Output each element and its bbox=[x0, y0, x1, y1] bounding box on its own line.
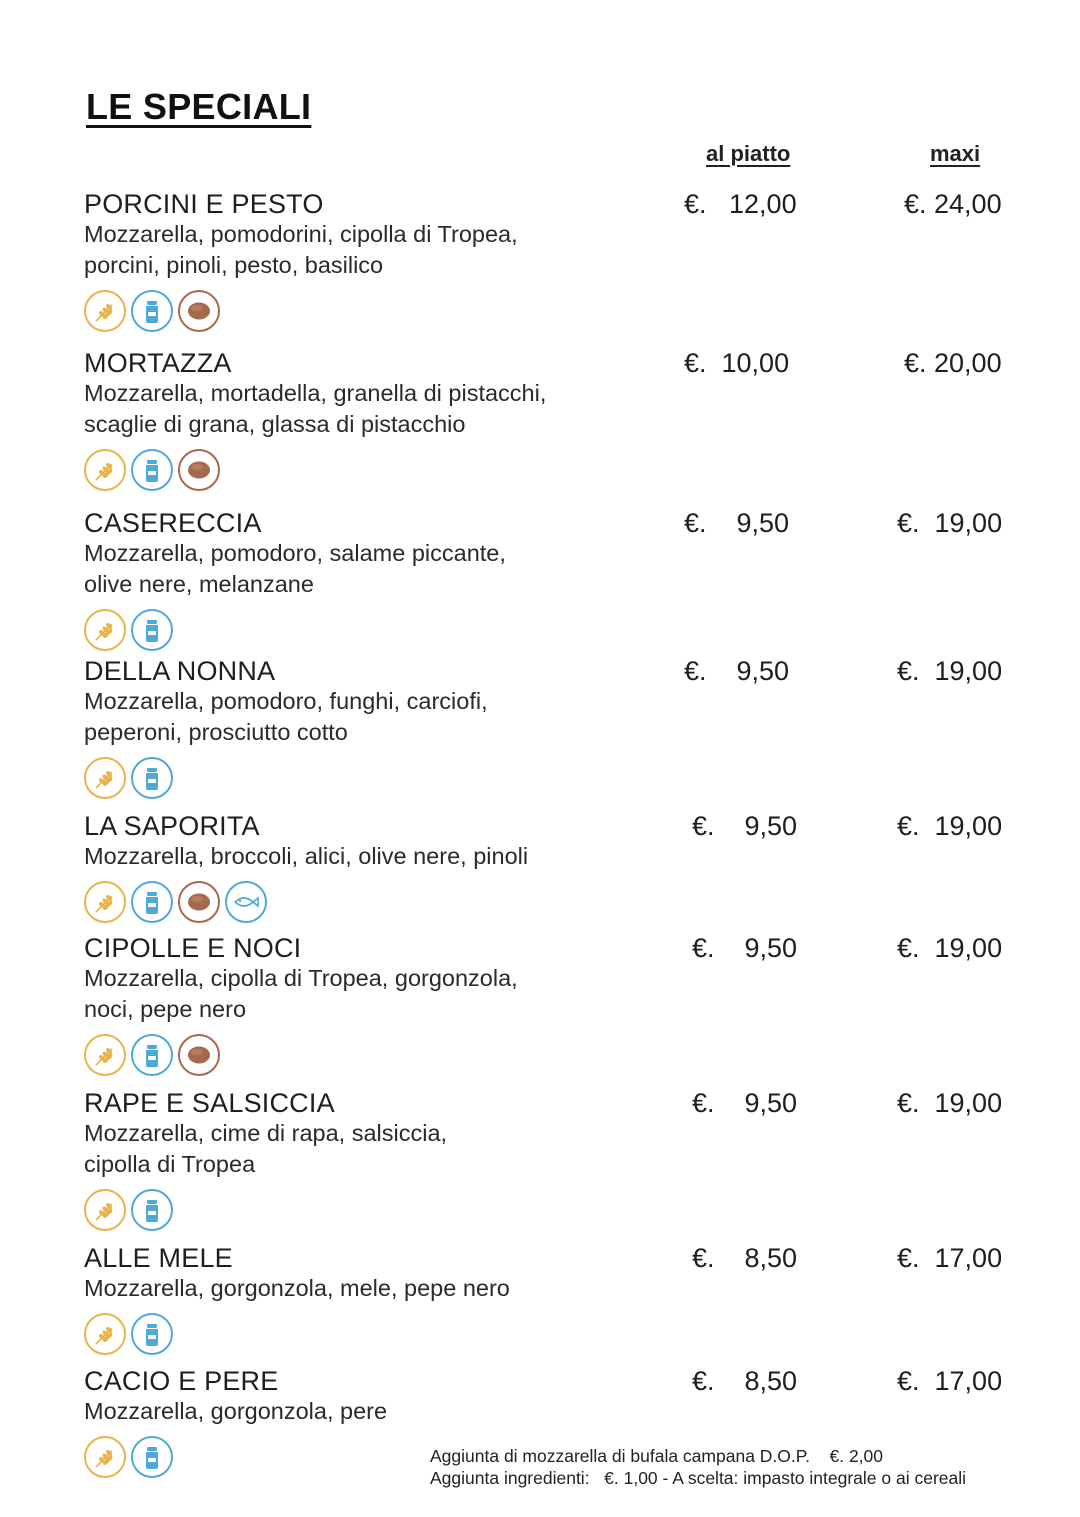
page-title: LE SPECIALI bbox=[86, 86, 312, 127]
item-description bbox=[84, 686, 624, 748]
item-description-line: Mozzarella, mortadella, granella di pistacchi, bbox=[84, 380, 547, 406]
menu-item bbox=[84, 188, 1024, 332]
item-description-line: Mozzarella, pomodorini, cipolla di Tropea, bbox=[84, 221, 518, 247]
allergen-icons bbox=[84, 881, 1024, 923]
fish-icon bbox=[225, 881, 267, 923]
footer-line-ingredienti: Aggiunta ingredienti: €. 1,00 - A scelta: impasto integrale o ai cereali bbox=[430, 1468, 967, 1488]
item-name: PORCINI E PESTO bbox=[84, 189, 324, 219]
footer-notes bbox=[430, 1445, 966, 1489]
price-maxi: €. 19,00 bbox=[897, 508, 1003, 538]
item-name: MORTAZZA bbox=[84, 348, 232, 378]
item-description bbox=[84, 1118, 624, 1180]
milk-icon bbox=[131, 1313, 173, 1355]
price-maxi: €. 24,00 bbox=[904, 189, 1002, 219]
item-description bbox=[84, 1396, 624, 1427]
milk-icon bbox=[131, 1034, 173, 1076]
price-maxi: €. 20,00 bbox=[904, 348, 1002, 378]
price-al-piatto: €. 9,50 bbox=[692, 933, 798, 963]
gluten-icon bbox=[84, 881, 126, 923]
nuts-icon bbox=[178, 449, 220, 491]
gluten-icon bbox=[84, 1034, 126, 1076]
menu-item bbox=[84, 932, 1024, 1076]
item-description bbox=[84, 1273, 624, 1304]
gluten-icon bbox=[84, 609, 126, 651]
milk-icon bbox=[131, 1189, 173, 1231]
item-description-line: noci, pepe nero bbox=[84, 996, 247, 1022]
price-al-piatto: €. 12,00 bbox=[684, 189, 797, 219]
item-description bbox=[84, 378, 624, 440]
nuts-icon bbox=[178, 881, 220, 923]
item-name: RAPE E SALSICCIA bbox=[84, 1088, 335, 1118]
price-maxi: €. 17,00 bbox=[897, 1243, 1003, 1273]
gluten-icon bbox=[84, 1436, 126, 1478]
item-description-line: Mozzarella, cime di rapa, salsiccia, bbox=[84, 1120, 448, 1146]
item-description-line: Mozzarella, pomodoro, funghi, carciofi, bbox=[84, 688, 488, 714]
item-name: CIPOLLE E NOCI bbox=[84, 933, 302, 963]
menu-item bbox=[84, 810, 1024, 923]
price-maxi: €. 19,00 bbox=[897, 1088, 1003, 1118]
item-description-line: scaglie di grana, glassa di pistacchio bbox=[84, 411, 466, 437]
price-maxi: €. 19,00 bbox=[897, 933, 1003, 963]
milk-icon bbox=[131, 449, 173, 491]
price-maxi: €. 19,00 bbox=[897, 656, 1003, 686]
price-maxi: €. 17,00 bbox=[897, 1366, 1003, 1396]
item-description-line: Mozzarella, gorgonzola, pere bbox=[84, 1398, 388, 1424]
item-name: ALLE MELE bbox=[84, 1243, 233, 1273]
item-description-line: Mozzarella, broccoli, alici, olive nere, pinoli bbox=[84, 843, 529, 869]
price-al-piatto: €. 10,00 bbox=[684, 348, 790, 378]
milk-icon bbox=[131, 1436, 173, 1478]
item-description bbox=[84, 538, 624, 600]
gluten-icon bbox=[84, 757, 126, 799]
item-name: CACIO E PERE bbox=[84, 1366, 279, 1396]
footer-line-bufala: Aggiunta di mozzarella di bufala campana D.O.P. €. 2,00 bbox=[430, 1446, 884, 1466]
item-description-line: Mozzarella, cipolla di Tropea, gorgonzola, bbox=[84, 965, 518, 991]
allergen-icons bbox=[84, 609, 1024, 651]
gluten-icon bbox=[84, 1189, 126, 1231]
menu-item bbox=[84, 347, 1024, 491]
allergen-icons bbox=[84, 290, 1024, 332]
menu-item bbox=[84, 1242, 1024, 1355]
milk-icon bbox=[131, 609, 173, 651]
price-al-piatto: €. 8,50 bbox=[692, 1243, 798, 1273]
menu-item bbox=[84, 1087, 1024, 1231]
item-name: LA SAPORITA bbox=[84, 811, 260, 841]
price-maxi: €. 19,00 bbox=[897, 811, 1003, 841]
gluten-icon bbox=[84, 1313, 126, 1355]
item-name: CASERECCIA bbox=[84, 508, 262, 538]
price-al-piatto: €. 9,50 bbox=[692, 1088, 798, 1118]
gluten-icon bbox=[84, 449, 126, 491]
nuts-icon bbox=[178, 290, 220, 332]
menu-item bbox=[84, 507, 1024, 651]
item-description-line: peperoni, prosciutto cotto bbox=[84, 719, 348, 745]
milk-icon bbox=[131, 290, 173, 332]
menu-item bbox=[84, 655, 1024, 799]
allergen-icons bbox=[84, 757, 1024, 799]
milk-icon bbox=[131, 757, 173, 799]
gluten-icon bbox=[84, 290, 126, 332]
price-al-piatto: €. 8,50 bbox=[692, 1366, 798, 1396]
allergen-icons bbox=[84, 1189, 1024, 1231]
item-description-line: cipolla di Tropea bbox=[84, 1151, 256, 1177]
price-al-piatto: €. 9,50 bbox=[684, 656, 790, 686]
item-description bbox=[84, 219, 624, 281]
item-description-line: Mozzarella, pomodoro, salame piccante, bbox=[84, 540, 506, 566]
allergen-icons bbox=[84, 1313, 1024, 1355]
item-name: DELLA NONNA bbox=[84, 656, 276, 686]
item-description-line: Mozzarella, gorgonzola, mele, pepe nero bbox=[84, 1275, 510, 1301]
column-header-maxi: maxi bbox=[930, 141, 981, 166]
allergen-icons bbox=[84, 449, 1024, 491]
column-header-al-piatto: al piatto bbox=[706, 141, 791, 166]
item-description-line: porcini, pinoli, pesto, basilico bbox=[84, 252, 384, 278]
price-al-piatto: €. 9,50 bbox=[684, 508, 790, 538]
price-al-piatto: €. 9,50 bbox=[692, 811, 798, 841]
allergen-icons bbox=[84, 1034, 1024, 1076]
item-description bbox=[84, 841, 624, 872]
nuts-icon bbox=[178, 1034, 220, 1076]
item-description-line: olive nere, melanzane bbox=[84, 571, 314, 597]
milk-icon bbox=[131, 881, 173, 923]
item-description bbox=[84, 963, 624, 1025]
